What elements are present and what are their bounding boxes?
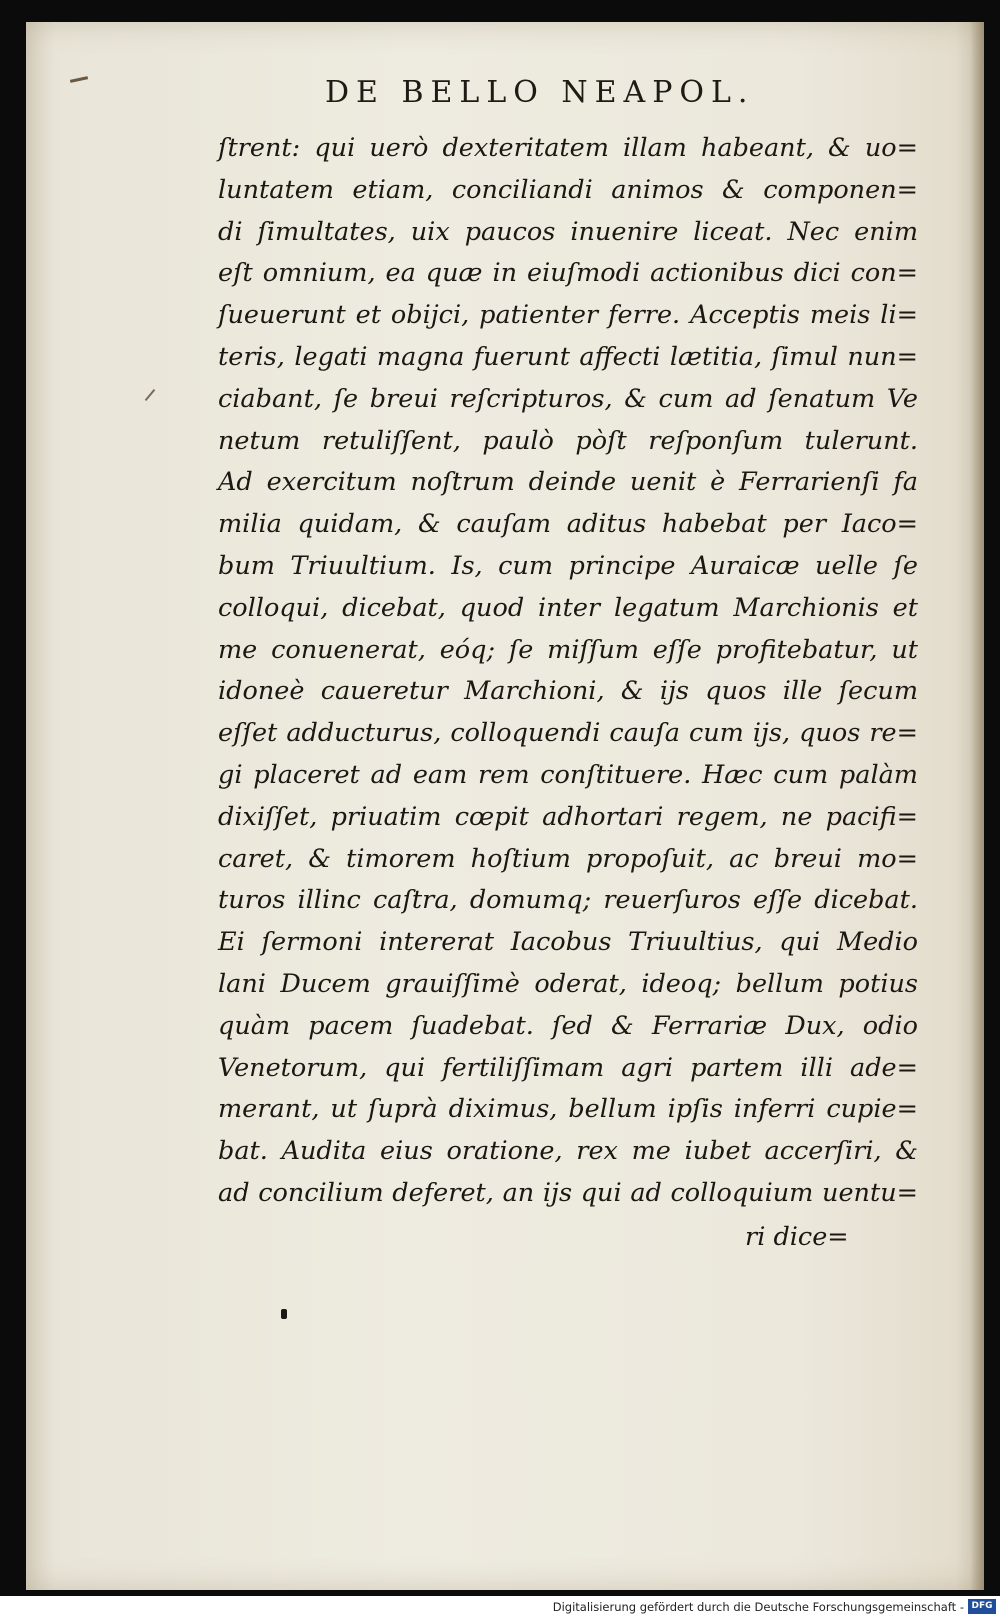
text-line: eſt omnium, ea quæ in eiuſmodi actionibus dici con= (218, 258, 918, 289)
text-line: dixiſſet, priuatim cœpit adhortari regem, ne pacifi= (218, 801, 918, 832)
dfg-logo: DFG (968, 1599, 996, 1614)
page-edge-shadow (970, 22, 984, 1590)
text-line: luntatem etiam, conciliandi animos & componen= (218, 174, 918, 205)
text-line: gi placeret ad eam rem conſtituere. Hæc cum palàm (218, 759, 918, 790)
text-line: lani Ducem grauiſſimè oderat, ideoq; bellum potius (218, 968, 918, 999)
catchword: ri dice= (745, 1222, 849, 1252)
text-line: milia quidam, & cauſam aditus habebat per Iaco= (218, 509, 918, 540)
text-line: bat. Audita eius oratione, rex me iubet accerſiri, & (218, 1136, 918, 1167)
text-line: quàm pacem ſuadebat. ſed & Ferrariæ Dux, odio (218, 1010, 918, 1041)
text-line: ad concilium deferet, an ijs qui ad colloquium uentu= (218, 1177, 918, 1208)
text-line: netum retuliſſent, paulò pòſt reſponſum tulerunt. (218, 425, 918, 456)
text-line: eſſet adducturus, colloquendi cauſa cum ijs, quos re= (218, 718, 918, 749)
text-line: Ei ſermoni intererat Iacobus Triuultius, qui Medio (218, 927, 918, 958)
text-line: turos illinc caſtra, domumq; reuerſuros eſſe dicebat. (218, 885, 918, 916)
running-head: DE BELLO NEAPOL. (325, 75, 755, 110)
text-line: di ſimultates, uix paucos inuenire liceat. Nec enim (218, 216, 918, 247)
funding-credit: Digitalisierung gefördert durch die Deutsche Forschungsgemeinschaft - (552, 1600, 964, 1614)
margin-ink-tick (145, 389, 156, 401)
text-line: merant, ut ſuprà diximus, bellum ipſis inferri cupie= (218, 1094, 918, 1125)
text-line: colloqui, dicebat, quod inter legatum Marchionis et (218, 592, 918, 623)
text-line: ſueuerunt et obijci, patienter ferre. Acceptis meis li= (218, 300, 918, 331)
text-line: bum Triuultium. Is, cum principe Auraicæ uelle ſe (218, 550, 918, 581)
footer-bar (0, 1596, 1000, 1619)
margin-ink-mark (70, 76, 88, 83)
text-line: ſtrent: qui uerò dexteritatem illam habeant, & uo= (218, 133, 918, 163)
text-line: caret, & timorem hoſtium propoſuit, ac breui mo= (218, 843, 918, 874)
text-line: ciabant, ſe breui reſcripturos, & cum ad ſenatum Ve (218, 383, 918, 414)
ink-speck (281, 1309, 287, 1319)
text-line: teris, legati magna fuerunt affecti lætitia, ſimul nun= (218, 341, 918, 372)
body-text (218, 128, 918, 1215)
text-line: Ad exercitum noſtrum deinde uenit è Ferrarienſi fa (218, 467, 918, 498)
text-line: me conuenerat, eóq; ſe miſſum eſſe profitebatur, ut (218, 634, 918, 665)
text-line: Venetorum, qui fertiliſſimam agri partem illi ade= (218, 1052, 918, 1083)
text-line: idoneè caueretur Marchioni, & ijs quos ille ſecum (218, 676, 918, 707)
